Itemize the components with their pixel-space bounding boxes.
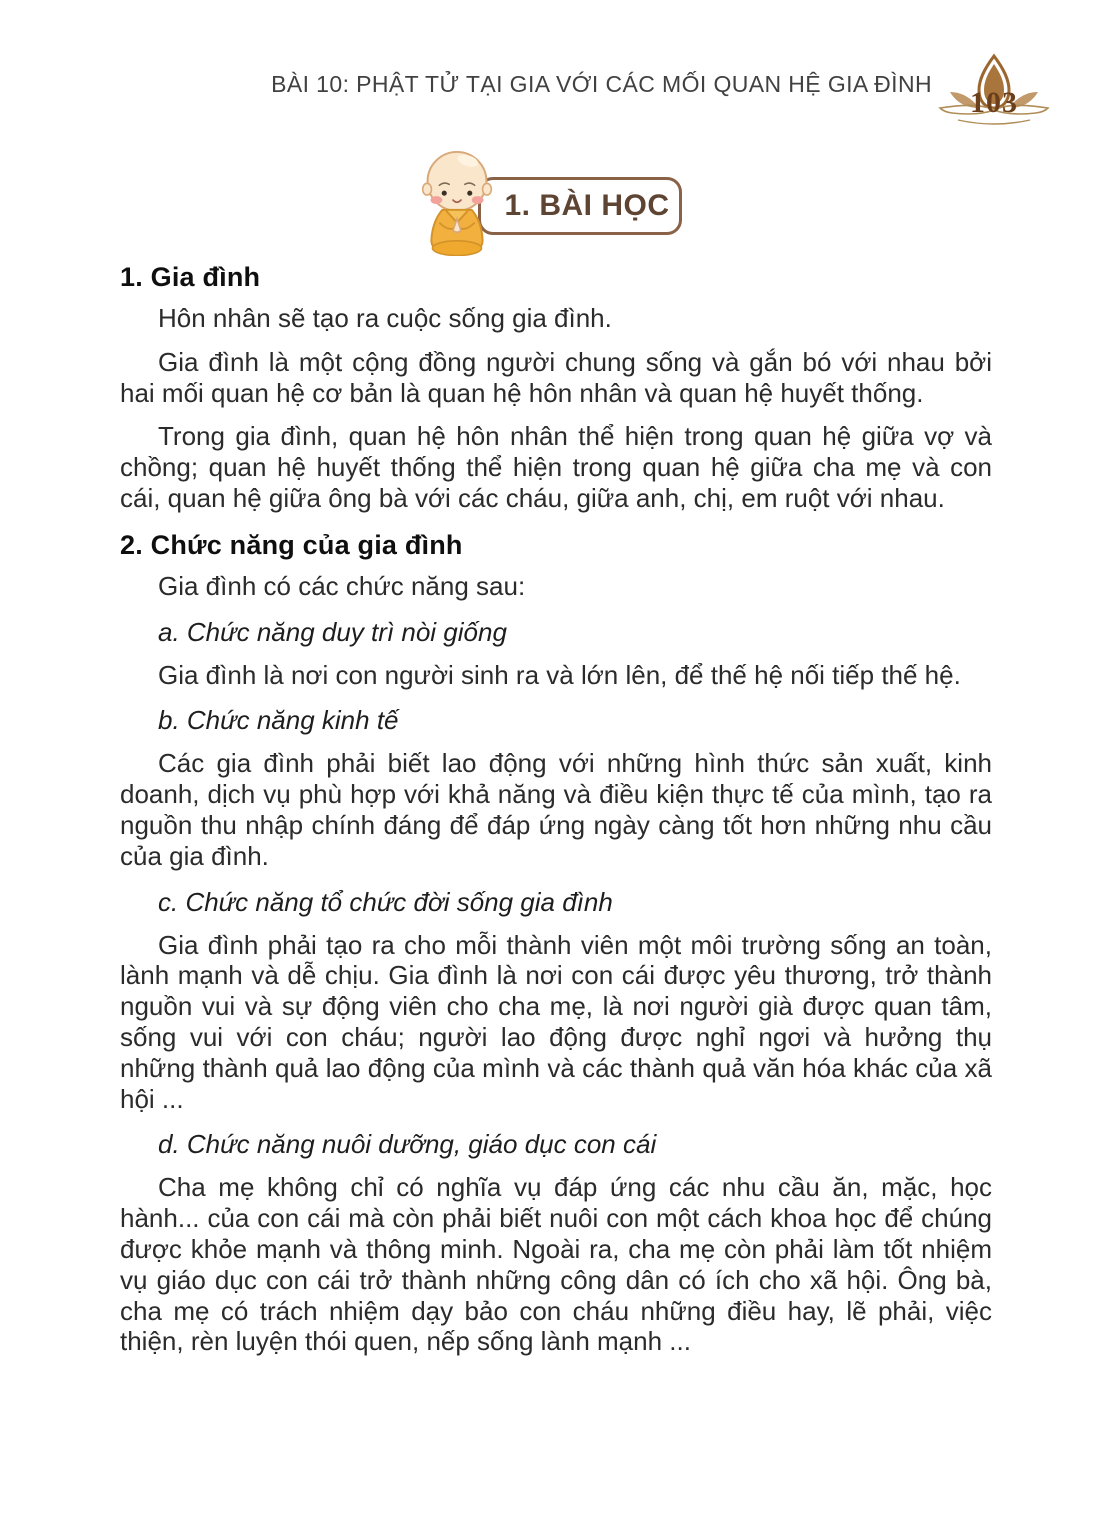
lesson-content	[120, 262, 992, 1370]
page-number: 103	[970, 86, 1018, 119]
section-heading-1: 1. Gia đình	[120, 262, 261, 292]
lesson-badge-label: 1. BÀI HỌC	[504, 189, 670, 222]
paragraph: Hôn nhân sẽ tạo ra cuộc sống gia đình.	[158, 303, 612, 333]
paragraph: Các gia đình phải biết lao động với những hình thức sản xuất, kinh doanh, dịch vụ phù hợp với khả năng và điều kiện thực tế của mình, tạo ra nguồn thu nhập chính đáng để đáp ứng ngày càng tốt hơn những nhu cầu của gia đình.	[120, 748, 992, 871]
subsection-heading-d: d. Chức năng nuôi dưỡng, giáo dục con cái	[158, 1129, 657, 1160]
page-number-ornament	[938, 52, 1050, 126]
chapter-title: BÀI 10: PHẬT TỬ TẠI GIA VỚI CÁC MỐI QUAN HỆ GIA ĐÌNH	[271, 70, 932, 97]
subsection-heading-a: a. Chức năng duy trì nòi giống	[158, 616, 507, 647]
paragraph: Cha mẹ không chỉ có nghĩa vụ đáp ứng các nhu cầu ăn, mặc, học hành... của con cái mà còn phải biết nuôi con một cách khoa học để chúng được khỏe mạnh và thông minh. Ngoài ra, cha mẹ còn phải làm tốt nhiệm vụ giáo dục con cái trở thành những công dân có ích cho xã hội. Ông bà, cha mẹ có trách nhiệm dạy bảo con cháu những điều hay, lẽ phải, việc thiện, rèn luyện thói quen, nếp sống lành mạnh ...	[120, 1172, 992, 1357]
paragraph: Trong gia đình, quan hệ hôn nhân thể hiện trong quan hệ giữa vợ và chồng; quan hệ huyết thống thể hiện trong quan hệ giữa cha mẹ và con cái, quan hệ giữa ông bà với các cháu, giữa anh, chị, em ruột với nhau.	[120, 421, 992, 513]
subsection-heading-b: b. Chức năng kinh tế	[158, 705, 399, 736]
monk-praying-icon	[412, 148, 502, 256]
running-header	[271, 52, 1050, 126]
paragraph: Gia đình có các chức năng sau:	[158, 570, 526, 601]
paragraph: Gia đình là một cộng đồng người chung sống và gắn bó với nhau bởi hai mối quan hệ cơ bản là quan hệ hôn nhân và quan hệ huyết thống.	[120, 346, 992, 408]
subsection-heading-c: c. Chức năng tổ chức đời sống gia đình	[158, 886, 613, 917]
section-heading-2: 2. Chức năng của gia đình	[120, 529, 463, 560]
paragraph: Gia đình phải tạo ra cho mỗi thành viên một môi trường sống an toàn, lành mạnh và dễ chịu. Gia đình là nơi con cái được yêu thương, trở thành nguồn vui và sự động viên cho cha mẹ, là nơi người già được quan tâm, sống vui với con cháu; người lao động được nghỉ ngơi và hưởng thụ những thành quả lao động của mình và các thành quả văn hóa khác của xã hội ...	[120, 929, 992, 1114]
paragraph: Gia đình là nơi con người sinh ra và lớn lên, để thế hệ nối tiếp thế hệ.	[158, 659, 961, 690]
lesson-badge	[412, 148, 687, 256]
lesson-badge-plate	[478, 177, 682, 235]
